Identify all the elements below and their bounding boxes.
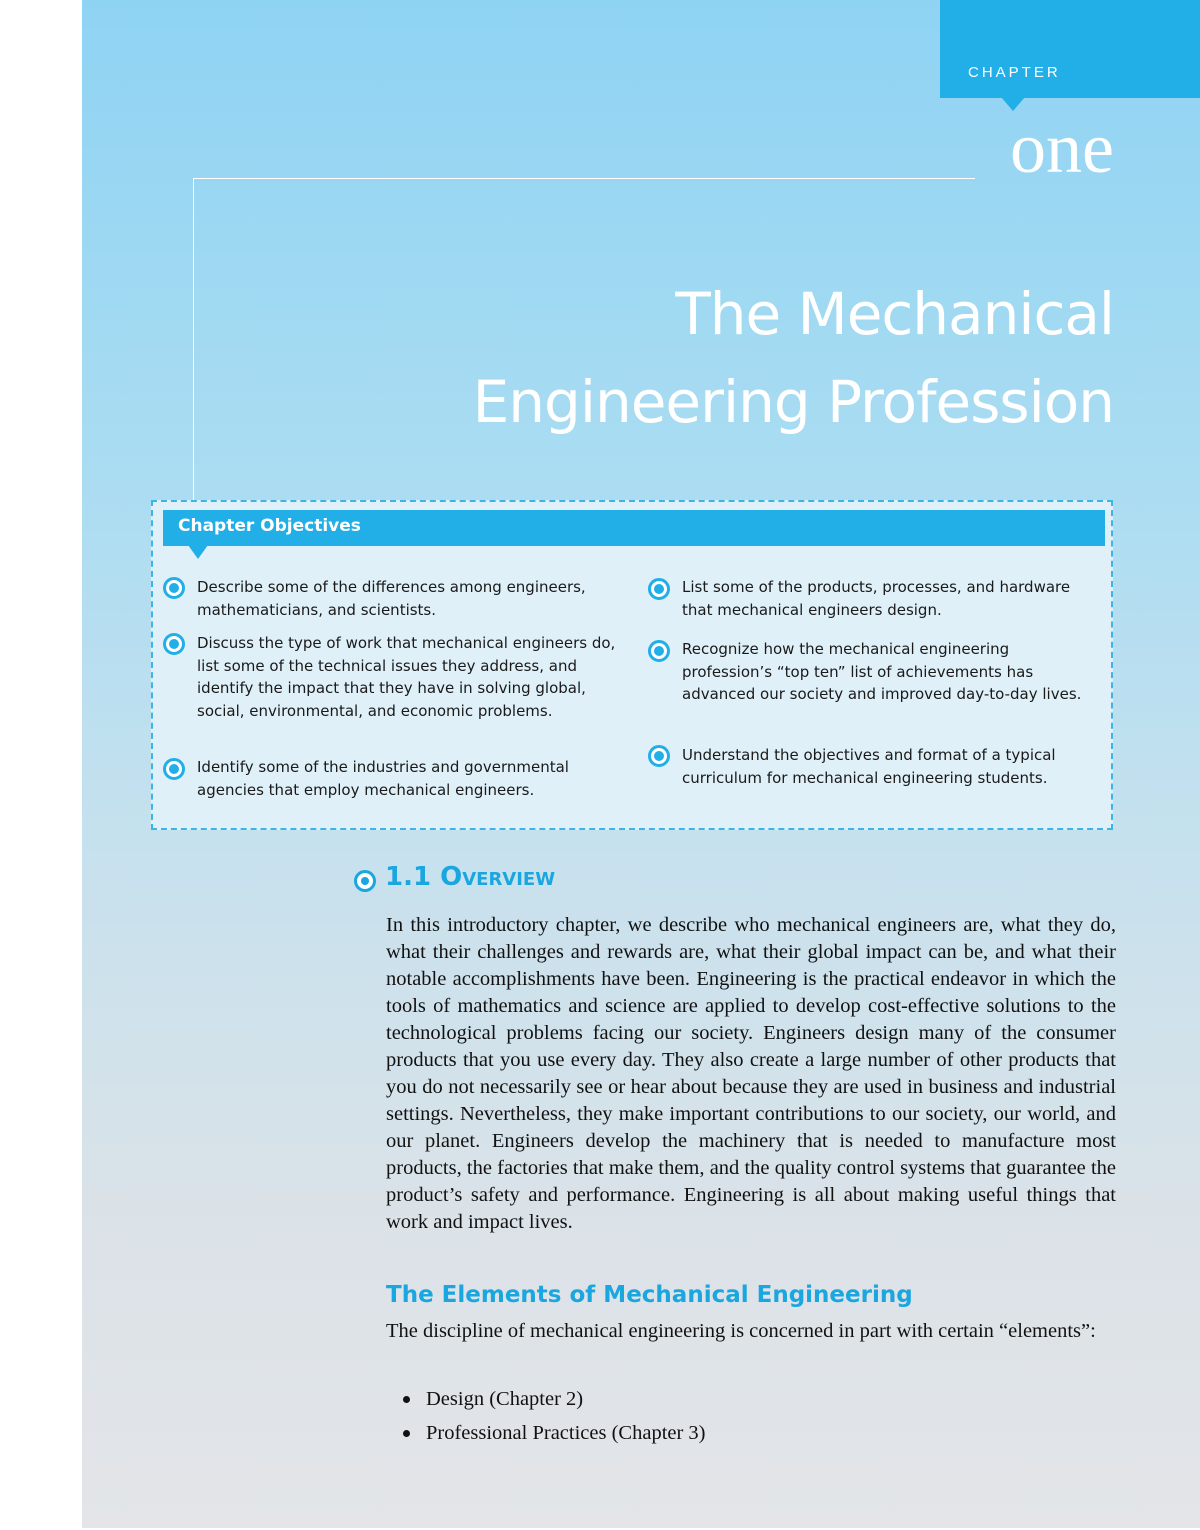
objectives-header-pointer xyxy=(188,545,208,559)
objective-text: Discuss the type of work that mechanical engineers do, list some of the technical issues they address, and identify the impact that they have in solving global, social, environmental, and economic problems. xyxy=(197,634,616,720)
frame-line-horizontal xyxy=(193,178,975,179)
objective-bullet-icon xyxy=(648,640,670,662)
bullet-dot-icon xyxy=(403,1396,410,1403)
objective-bullet-icon xyxy=(163,633,185,655)
list-item-text: Professional Practices (Chapter 3) xyxy=(426,1422,706,1444)
elements-paragraph: The discipline of mechanical engineering is concerned in part with certain “elements”: xyxy=(386,1320,1096,1342)
objective-bullet-icon xyxy=(163,577,185,599)
subsection-heading: The Elements of Mechanical Engineering xyxy=(386,1282,913,1308)
list-item xyxy=(400,1418,706,1452)
objectives-heading: Chapter Objectives xyxy=(178,516,361,536)
objective-bullet-icon xyxy=(648,745,670,767)
chapter-label: CHAPTER xyxy=(968,64,1061,81)
objective-bullet-icon xyxy=(648,578,670,600)
chapter-title-line-1: The Mechanical xyxy=(675,280,1114,348)
objective-bullet-icon xyxy=(163,758,185,780)
section-heading: 1.1 Overview xyxy=(385,862,556,892)
objective-text: Understand the objectives and format of a typical curriculum for mechanical engineering students. xyxy=(682,746,1056,787)
objective-text: Describe some of the differences among engineers, mathematicians, and scientists. xyxy=(197,578,586,619)
elements-list xyxy=(400,1384,706,1452)
section-bullet-icon xyxy=(354,870,376,892)
bullet-dot-icon xyxy=(403,1430,410,1437)
chapter-tab xyxy=(940,0,1200,98)
objective-text: List some of the products, processes, and hardware that mechanical engineers design. xyxy=(682,578,1071,619)
frame-line-vertical xyxy=(193,178,194,500)
list-item-text: Design (Chapter 2) xyxy=(426,1388,584,1410)
chapter-title xyxy=(354,270,1114,446)
chapter-number: one xyxy=(1010,108,1114,188)
list-item xyxy=(400,1384,706,1418)
objective-text: Identify some of the industries and governmental agencies that employ mechanical engineers. xyxy=(197,758,569,799)
overview-paragraph: In this introductory chapter, we describe who mechanical engineers are, what they do, what their challenges and rewards are, what their global impact can be, and what their notable accomplishments have been. Engineering is the practical endeavor in which the tools of mathematics and science are applied to develop cost-effective solutions to the technological problems facing our society. Engineers design many of the consumer products that you use every day. They also create a large number of other products that you do not necessarily see or hear about because they are used in business and industrial settings. Nevertheless, they make important contributions to our society, our world, and our planet. Engineers develop the machinery that is needed to manufacture most products, the factories that make them, and the quality control systems that guarantee the product’s safety and performance. Engineering is all about making useful things that work and impact lives. xyxy=(386,914,1116,1233)
chapter-title-line-2: Engineering Profession xyxy=(472,368,1114,436)
objective-text: Recognize how the mechanical engineering profession’s “top ten” list of achievements has advanced our society and improved day-to-day lives. xyxy=(682,640,1082,703)
